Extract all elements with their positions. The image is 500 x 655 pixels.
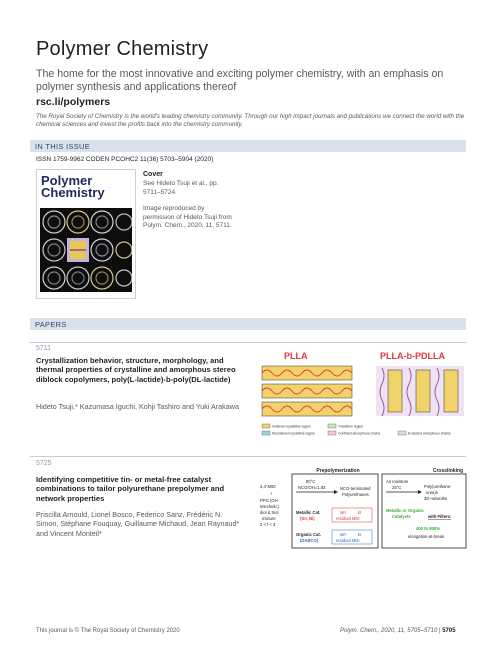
svg-text:PPG (OH-: PPG (OH- — [260, 498, 280, 503]
cover-micrograph-grid — [40, 208, 132, 292]
svg-text:Polyurethanes: Polyurethanes — [342, 492, 369, 497]
svg-text:mixture: mixture — [262, 516, 276, 521]
svg-text:(DABCO): (DABCO) — [300, 538, 319, 543]
svg-text:Metallic or: Metallic or — [386, 508, 407, 513]
svg-text:Air moisture: Air moisture — [386, 479, 409, 484]
svg-text:elongation-at-break: elongation-at-break — [408, 534, 445, 539]
reagents-column — [260, 484, 280, 527]
article-divider — [30, 456, 466, 457]
svg-text:3D networks: 3D networks — [424, 496, 448, 501]
svg-text:Catalysts: Catalysts — [392, 514, 411, 519]
issue-cover-image[interactable] — [36, 169, 136, 299]
in-this-issue-bar — [30, 140, 466, 152]
svg-text:Disordered crystalline region: Disordered crystalline region — [272, 431, 315, 436]
svg-text:Poly(urethane-: Poly(urethane- — [424, 484, 452, 489]
papers-label: PAPERS — [35, 319, 67, 329]
svg-text:NCO/OH=1.83: NCO/OH=1.83 — [298, 485, 326, 490]
svg-text:Đ: Đ — [358, 532, 362, 537]
footer-citation — [340, 628, 456, 634]
svg-text:Confined amorphous chains: Confined amorphous chains — [338, 431, 381, 436]
issn-line: ISSN 1759-9962 CODEN PCOHC2 11(36) 5703–5904 (2020) — [36, 156, 214, 163]
crosslinking-content — [386, 479, 452, 539]
papers-bar — [30, 318, 466, 330]
rsc-description: The Royal Society of Chemistry is the world's leading chemistry community. Through our high impact journals and publications we connect the world with the chemical sciences and invest the profits back into the chemistry community. — [36, 113, 465, 128]
svg-text:Transition region: Transition region — [338, 424, 364, 429]
article-page-number: 5711 — [36, 345, 52, 352]
crosslinking-label: Crosslinking — [432, 468, 464, 474]
svg-text:+: + — [270, 491, 273, 496]
svg-text:Organic Cat.: Organic Cat. — [296, 532, 321, 537]
article-divider — [30, 342, 466, 343]
cover-mini-title: Polymer — [41, 173, 93, 188]
svg-text:Mn: Mn — [340, 510, 346, 515]
residual-mdi-low: residual MDI — [336, 538, 360, 543]
svg-text:Organic: Organic — [408, 508, 424, 513]
cover-reference: See Hideto Tsuji et al., pp. 5711–5724. — [143, 180, 219, 196]
svg-text:diol & triol: diol & triol — [260, 510, 279, 515]
article-authors: Priscilla Arnould, Lionel Bosco, Federico Sanz, Frédéric N. Simon, Stéphane Fouquay, Guillaume Michaud, Jean Raynaud* and Vincent Monteil* — [36, 510, 240, 538]
journal-url-link[interactable]: rsc.li/polymers — [36, 96, 111, 108]
footer-copyright: This journal is © The Royal Society of Chemistry 2020 — [36, 628, 180, 634]
plla-b-pdlla-lamellae — [376, 366, 464, 416]
residual-mdi-high: residual MDI — [336, 516, 360, 521]
cover-mini-title: Chemistry — [41, 185, 105, 200]
plla-b-pdlla-label: PLLA-b-PDLLA — [380, 351, 445, 361]
svg-text:80°C: 80°C — [306, 479, 316, 484]
cover-credit: Image reproduced by permission of Hideto Tsuji from Polym. Chem., 2020, 11, 5711. — [143, 205, 232, 229]
prepolymerization-label: Prepolymerization — [316, 468, 360, 474]
graphic-legend — [262, 424, 451, 436]
svg-text:Ordered crystalline region: Ordered crystalline region — [272, 424, 311, 429]
footer-citation-text: Polym. Chem., 2020, 11, 5705–5710 — [340, 628, 438, 634]
svg-text:(Sn, Bi): (Sn, Bi) — [300, 516, 315, 521]
plla-lamellae — [262, 366, 352, 416]
article-title-link[interactable]: Crystallization behavior, structure, morphology, and thermal properties of crystalline and amorphous stereo diblock copolymers, poly(L-lactide)-b-poly(DL-lactide) — [36, 356, 236, 384]
svg-text:400 to 800%: 400 to 800% — [416, 526, 440, 531]
footer-page-number: 5705 — [442, 628, 456, 634]
prepolymerization-content — [296, 479, 372, 544]
footer-separator: | — [438, 628, 441, 634]
svg-text:Metallic Cat.: Metallic Cat. — [296, 510, 321, 515]
svg-text:with Fillers:: with Fillers: — [428, 514, 452, 519]
cover-label: Cover — [143, 171, 163, 178]
svg-text:Excluded amorphous chains: Excluded amorphous chains — [408, 431, 451, 436]
article-toc-graphic — [258, 466, 468, 554]
svg-text:Đ: Đ — [358, 510, 362, 515]
svg-text:25°C: 25°C — [392, 485, 402, 490]
svg-text:NCO-terminated: NCO-terminated — [340, 486, 371, 491]
journal-tagline: The home for the most innovative and exciting polymer chemistry, with an emphasis on polymer synthesis and applications thereof — [36, 68, 444, 93]
in-this-issue-label: IN THIS ISSUE — [35, 141, 91, 151]
svg-text:2 < f < 3: 2 < f < 3 — [260, 522, 276, 527]
svg-text:urea)s: urea)s — [426, 490, 438, 495]
article-authors: Hideto Tsuji,* Kazumasa Iguchi, Kohji Tashiro and Yuki Arakawa — [36, 402, 239, 411]
article-page-number: 5725 — [36, 460, 52, 467]
plla-label: PLLA — [284, 351, 308, 361]
article-title-link[interactable]: Identifying competitive tin- or metal-free catalyst combinations to tailor polyurethane prepolymer and network properties — [36, 475, 225, 503]
svg-text:telechelic): telechelic) — [260, 504, 279, 509]
svg-text:4,4'-MDI: 4,4'-MDI — [260, 484, 276, 489]
article-toc-graphic — [258, 348, 468, 446]
svg-text:Mn: Mn — [340, 532, 346, 537]
journal-title: Polymer Chemistry — [36, 38, 209, 60]
